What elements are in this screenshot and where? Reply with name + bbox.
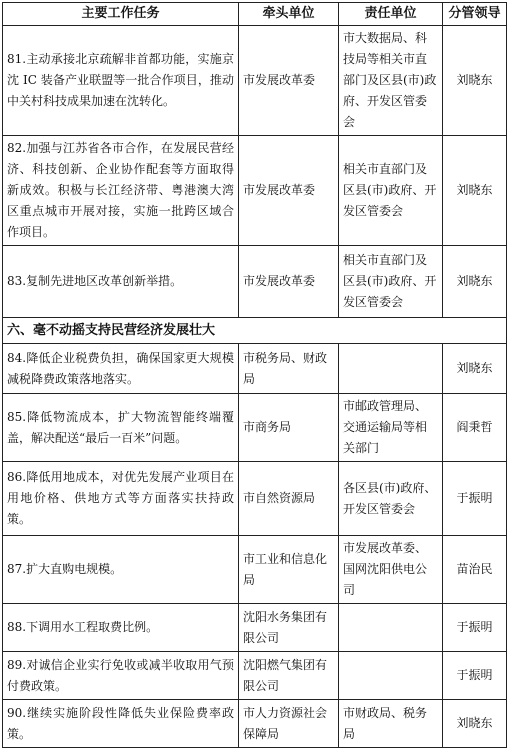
leader-cell: 刘晓东 <box>443 700 507 748</box>
lead-unit-cell: 市税务局、财政局 <box>239 344 339 394</box>
responsible-unit-cell <box>339 652 443 700</box>
lead-unit-cell: 市工业和信息化局 <box>239 536 339 604</box>
leader-cell: 刘晓东 <box>443 136 507 246</box>
task-cell: 88.下调用水工程取费比例。 <box>3 604 239 652</box>
leader-cell: 于振明 <box>443 462 507 536</box>
header-responsible-unit: 责任单位 <box>339 3 443 26</box>
lead-unit-cell: 沈阳水务集团有限公司 <box>239 604 339 652</box>
lead-unit-cell: 市发展改革委 <box>239 26 339 136</box>
lead-unit-cell: 市商务局 <box>239 394 339 462</box>
table-row <box>3 604 507 652</box>
table-row <box>3 246 507 318</box>
header-task: 主要工作任务 <box>3 3 239 26</box>
task-cell: 85.降低物流成本，扩大物流智能终端覆盖，解决配送“最后一百米”问题。 <box>3 394 239 462</box>
lead-unit-cell: 市发展改革委 <box>239 246 339 318</box>
leader-cell: 刘晓东 <box>443 344 507 394</box>
responsible-unit-cell <box>339 344 443 394</box>
responsible-unit-cell: 市财政局、税务局 <box>339 700 443 748</box>
task-cell: 87.扩大直购电规模。 <box>3 536 239 604</box>
lead-unit-cell: 市自然资源局 <box>239 462 339 536</box>
responsible-unit-cell: 相关市直部门及区县(市)政府、开发区管委会 <box>339 136 443 246</box>
table-row <box>3 652 507 700</box>
leader-cell: 于振明 <box>443 652 507 700</box>
responsible-unit-cell: 市大数据局、科技局等相关市直部门及区县(市)政府、开发区管委会 <box>339 26 443 136</box>
task-cell: 86.降低用地成本，对优先发展产业项目在用地价格、供地方式等方面落实扶持政策。 <box>3 462 239 536</box>
table-row <box>3 462 507 536</box>
table-row <box>3 700 507 748</box>
section-heading: 六、毫不动摇支持民营经济发展壮大 <box>3 318 507 344</box>
leader-cell: 刘晓东 <box>443 246 507 318</box>
table-row <box>3 394 507 462</box>
leader-cell: 刘晓东 <box>443 26 507 136</box>
table-row <box>3 536 507 604</box>
leader-cell: 阎秉哲 <box>443 394 507 462</box>
table-row <box>3 26 507 136</box>
task-cell: 82.加强与江苏省各市合作，在发展民营经济、科技创新、企业协作配套等方面取得新成效。积极与长江经济带、粤港澳大湾区重点城市开展对接，实施一批跨区域合作项目。 <box>3 136 239 246</box>
task-cell: 83.复制先进地区改革创新举措。 <box>3 246 239 318</box>
work-task-table <box>2 2 507 748</box>
leader-cell: 于振明 <box>443 604 507 652</box>
table-row <box>3 136 507 246</box>
task-cell: 89.对诚信企业实行免收或减半收取用气预付费政策。 <box>3 652 239 700</box>
task-cell: 81.主动承接北京疏解非首都功能，实施京沈 IC 装备产业联盟等一批合作项目，推动中关村科技成果加速在沈转化。 <box>3 26 239 136</box>
lead-unit-cell: 市人力资源社会保障局 <box>239 700 339 748</box>
responsible-unit-cell: 市邮政管理局、交通运输局等相关部门 <box>339 394 443 462</box>
task-cell: 90.继续实施阶段性降低失业保险费率政策。 <box>3 700 239 748</box>
task-cell: 84.降低企业税费负担，确保国家更大规模减税降费政策落地落实。 <box>3 344 239 394</box>
leader-cell: 苗治民 <box>443 536 507 604</box>
section-row <box>3 318 507 344</box>
header-lead-unit: 牵头单位 <box>239 3 339 26</box>
responsible-unit-cell <box>339 604 443 652</box>
responsible-unit-cell: 相关市直部门及区县(市)政府、开发区管委会 <box>339 246 443 318</box>
responsible-unit-cell: 各区县(市)政府、开发区管委会 <box>339 462 443 536</box>
lead-unit-cell: 市发展改革委 <box>239 136 339 246</box>
responsible-unit-cell: 市发展改革委、国网沈阳供电公司 <box>339 536 443 604</box>
lead-unit-cell: 沈阳燃气集团有限公司 <box>239 652 339 700</box>
table-header-row <box>3 3 507 26</box>
header-leader: 分管领导 <box>443 3 507 26</box>
table-row <box>3 344 507 394</box>
